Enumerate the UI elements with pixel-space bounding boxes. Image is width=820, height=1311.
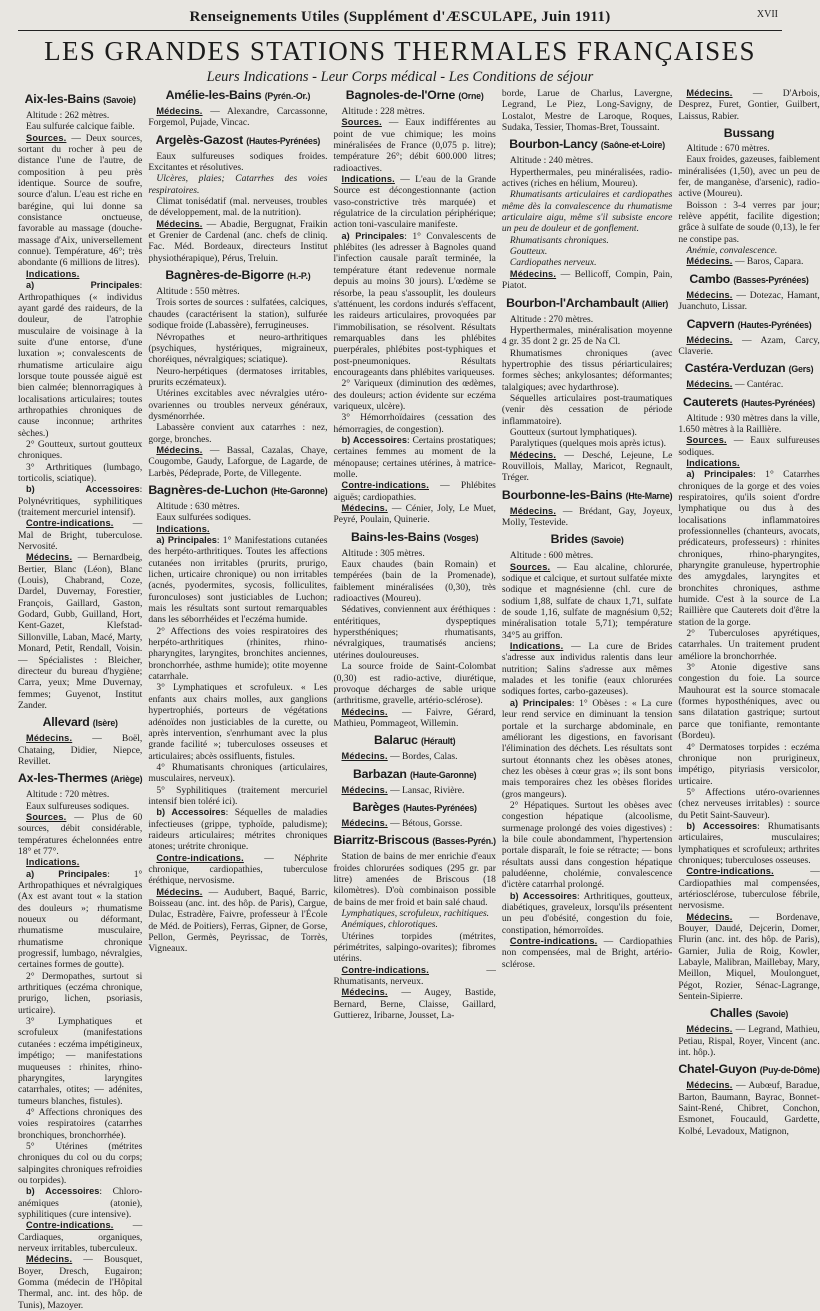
paragraph: — Bousquet, Boyer, Dresch, Eugairon; Gomma (médecin de l'Hôpital Thermal, anc. int. des hôp. de Tunis), Mazoyer. [18,1254,143,1311]
station-name: Argelès-Gazost [155,132,244,147]
section-label: Médecins. [686,88,733,98]
station-name: Bussang [723,126,775,141]
paragraph: Altitude : 720 mètres. [26,789,110,801]
paragraph: 3° Lymphatiques et scrofuleux. « Les enfants aux chairs molles, aux ganglions hypertrophiés, porteurs de végétations adénoïdes non justiciables de la curette, ou après intervention, s'enrhumant avec la plus grande facilité »; tuberculoses osseuses et articulaires; abcès ossifluents, fistules. [148,682,328,762]
paragraph: Anémie, convalescence. [686,245,778,257]
station-name: Cambo [689,271,731,286]
running-header [18,4,782,31]
station-department: (Puy-de-Dôme) [759,1065,820,1076]
page-title: LES GRANDES STATIONS THERMALES FRANÇAISES [44,36,756,66]
station-department: (Haute-Garonne) [409,769,477,780]
paragraph: — Mal de Bright, tuberculose. Nervosité. [18,518,143,553]
station-name: Brides [550,532,588,547]
station-argeles-gazost [148,133,327,264]
station-department: (Hte-Marne) [625,490,673,501]
subsection-label: b) Accessoires [26,1186,100,1197]
paragraph: Eau sulfurée calcique faible. [26,121,135,133]
paragraph: — Boël, Chataing, Didier, Niepce, Revillet. [18,733,143,767]
paragraph: : Arthritiques, goutteux, diabétiques, graveleux, lorsqu'ils présentent un peu d'obésité, congestion du foie, constipation, hémorroïdes. [501,890,673,936]
paragraph: Hyperthermales, peu minéralisées, radio-actives (riches en hélium, Moureu). [501,166,673,190]
section-label: Médecins. [686,1024,733,1035]
subsection-label: a) Principales [26,280,140,291]
station-name: Bains-les-Bains [350,529,441,544]
station-aix-les-bains [18,92,142,711]
station-challes [678,1006,819,1058]
paragraph: : 1° Arthropathiques et névralgiques (Ax est avant tout « la station des douleurs »; rhumatisme noueux ou déformant, rhumatisme musculaire, rhumatisme chronique progressif, lumbago, névralgies, certaines formes de goutte). [18,868,143,971]
section-label: Indications. [26,268,80,279]
subsection-label: b) Accessoires [341,434,407,445]
station-department: (Basses-Pyrénées) [733,274,809,285]
station-department: (Savoie) [590,535,624,546]
page-subtitle: Leurs Indications - Leur Corps médical - Les Conditions de séjour [206,69,594,85]
section-label: Médecins. [509,268,557,279]
section-label: Médecins. [686,1080,733,1091]
station-chatel-guyon [678,1062,819,1137]
paragraph: — Aubœuf, Baradue, Barton, Baumann, Bayrac, Bonnet-Saint-René, Chibret, Conchon, Esmonet, Foucauld, Gardette, Kolbé, Levadoux, Matignon, [678,1080,820,1137]
section-label: Médecins. [156,218,203,229]
paragraph: Rhumatisants chroniques. [509,234,609,246]
paragraph: 5° Affections utéro-ovariennes (chez nerveuses irritables) : source du Petit Saint-Sauveur). [678,786,820,821]
paragraph: — Bordenave, Bouyer, Daudé, Dejcerin, Domer, Flurin (anc. int. des hôp. de Paris), Garnier, Julia de Roig, Kowler, Labayle, Malibran, Maillebay, Mary, Meillon, Miquel, Moulonguet, Pégot, Rozier, Sénac-Lagrange, Sentein-Sipierre. [678,911,820,1003]
paragraph: Altitude : 550 mètres. [156,286,240,298]
paragraph: Paralytiques (quelques mois après ictus). [509,438,667,450]
paragraph: Ulcères, plaies; Catarrhes des voies respiratoires. [148,173,328,196]
paragraph: Altitude : 600 mètres. [509,550,594,562]
section-label: Sources. [509,561,551,572]
paragraph: Trois sortes de sources : sulfatées, calciques, chaudes (caractérisent la station), sulfurée sodique froide (Labassère), ferrugineuses. [148,297,328,332]
running-title: Renseignements Utiles (Supplément d'ÆSCULAPE, Juin 1911) [189,8,611,25]
station-name: Bagnères-de-Bigorre [165,268,284,283]
article-columns [18,88,820,1311]
section-label: Médecins. [156,886,203,897]
column-4 [502,88,672,1013]
paragraph: : Certains prostatiques; certaines femmes au moment de la ménopause; certaines utérines, à matrice-molle. [333,434,496,480]
station-name: Bourbonne-les-Bains [501,487,623,502]
paragraph: — Brédant, Gay, Joyeux, Molly, Testevide. [501,505,673,528]
subsection-label: a) Principales [686,469,754,480]
subsection-label: a) Principales [341,230,405,241]
section-label: Médecins. [341,817,388,828]
paragraph: Hyperthermales, minéralisation moyenne 4 gr. 35 dont 2 gr. 25 de Na Cl. [501,324,673,348]
section-label: Contre-indications. [341,964,429,975]
paragraph: — Bellicoff, Compin, Pain, Piatot. [501,268,673,292]
station-name: Bourbon-Lancy [509,137,598,152]
paragraph: Rhumatismes chroniques (avec hypertrophie des tissus périarticulaires; formes sèches; ankylosantes; déformantes; talalgiques; avec hydarthrose). [501,347,673,393]
paragraph: 3° Arthritiques (lumbago, torticolis, sciatique). [18,461,143,484]
station-name: Capvern [686,316,735,331]
station-bagneres-de-luchon [148,483,327,955]
station-biarritz-briscous [333,833,495,1021]
paragraph: Eaux sulfureuses sodiques froides. Excitantes et résolutives. [148,150,328,174]
paragraph: — Bernardbeig, Bertier, Blanc (Léon), Blanc (Louis), Chabrand, Coze, Dardel, Duvernay, Forestier, François, Gaillard, Gaston, Godard, Gubb, Guilland, Hort, Kent-Gazet, Klefstad-Sillonville, Laban, Macé, Marty, Monard, Petit, Rendall, Voisin. — Spécialistes : Bleicher, directeur du bureau d'hygiène; Carra, yeux; Mme Duvernay, femmes; Guyenot, Institut Zander. [18,552,143,711]
paragraph: — Cardiopathies non compensées, mal de Bright, artério-sclérose. [501,936,673,970]
paragraph: Altitude : 305 mètres. [341,547,425,559]
section-label: Médecins. [686,911,733,922]
station-department: (Hautes-Pyrénées) [402,802,477,813]
subsection-label: a) Principales [509,697,572,708]
paragraph: : 1° Catarrhes chroniques de la gorge et des voies respiratoires, qu'ils soient d'ordre lymphatique ou dus à des localisations inflammatoires professionnelles (chanteurs, avocats, prédicateurs, professeurs) : rhinites chroniques, rhino-pharyngites, pharyngite granuleuse, hypertrophie des amygdales, laryngites et bronchites chroniques, asthme humide. C'est à la source de La Raillière que Cauterets doit d'être la station de la gorge. [678,469,820,628]
paragraph: — Néphrite chronique, cardiopathies, tuberculose éréthique, nervosisme. [148,852,328,887]
section-label: Médecins. [686,379,733,390]
station-department: (Savoie) [103,95,136,105]
paragraph: — D'Arbois, Desprez, Furet, Gontier, Guilbert, Laissus, Rabier. [678,88,820,122]
section-label: Médecins. [26,1254,73,1265]
station-balaruc [333,733,495,762]
paragraph: Boisson : 3-4 verres par jour; relève appétit, facilite digestion; grâce à sulfate de soude (0,13), le fer ne constipe pas. [678,199,820,245]
section-label: Médecins. [341,987,388,998]
station-bourbonne-les-bains [502,488,672,529]
section-label: Contre-indications. [341,480,429,491]
paragraph: 2° Dermopathes, surtout si arthritiques (eczéma chronique, prurigo, lichen, psoriasis, urticaire). [18,970,143,1016]
section-label: Médecins. [341,784,388,795]
station-department: (H.-P.) [287,271,311,282]
station-bagneres-de-bigorre [148,268,327,479]
paragraph: Altitude : 270 mètres. [509,313,594,325]
station-bains-les-bains [333,530,495,730]
paragraph: Rhumatisants articulaires et cardiopathes même dès la convalescence du rhumatisme articulaire aigu, même s'il subsiste encore un peu de douleur et de gonflement. [501,189,673,235]
station-cambo [678,272,819,313]
paragraph: Labassère convient aux catarrhes : nez, gorge, bronches. [148,422,328,445]
paragraph: 5° Syphilitiques (traitement mercuriel intensif bien toléré ici). [148,784,328,807]
subsection-label: a) Principales [26,868,108,879]
paragraph: — Eaux sulfureuses sodiques. [678,435,820,458]
subsection-label: b) Accessoires [686,820,758,831]
station-department: (Saône-et-Loire) [600,140,665,151]
paragraph: — Bassal, Cazalas, Chaye, Cougombe, Gaudy, Laforgue, de Lagarde, de Larbès, Pédeprade, Porte, de Villegente. [148,444,328,479]
station-allevard [18,715,142,767]
column-1 [18,88,143,1311]
paragraph: : 1° Convalescents de phlébites (les adresser à Bagnoles quand l'infection causale paraît terminée, la température étant redevenue normale depuis au moins 30 jours). L'œdème se résorbe, la peau s'assouplit, les douleurs s'atténuent, les cordons indurés s'effacent, les raideurs articulaires, provoquées par l'immobilisation, se résolvent. Résultats remarquables dans les phlébites puerpérales, phlébites post-typhiques et post-pneumoniques. Résultats encourageants dans phlébites variqueuses. [333,230,496,378]
paragraph: Neuro-herpétiques (dermatoses irritables, prurits eczémateux). [148,365,328,388]
station-bourbon-l-archambault [502,296,672,484]
paragraph: : 1° Manifestations cutanées des herpéto-arthritiques. Toutes les affections cutanées non irritables (prurits, prurigo, lichen, urticaire chronique) ou non irritables (acnés, pyodermites, sycosis, folliculites, furonculoses) sont justiciables de Luchon; mais les résultats sont surtout remarquables dans les séborrhéides et l'eczéma humide. [148,535,328,626]
paragraph: — Eaux indifférentes au point de vue chimique; les moins minéralisées de France (0,075 p. litre); température 26°; débit 600.000 litres; radioactives. [333,117,496,174]
paragraph: — Plus de 60 sources, débit considérable, températures échelonnées entre 18° et 77°. [18,811,143,857]
paragraph: : Rhumatisants articulaires, musculaires; lymphatiques et scrofuleux; arthrites chroniques; tuberculoses osseuses. [678,820,820,866]
station-name: Biarritz-Briscous [333,833,430,848]
section-label: Indications. [686,457,740,468]
station-castera-verduzan [678,361,819,390]
station-name: Balaruc [374,733,418,748]
section-label: Sources. [686,435,727,446]
station-department: (Isère) [92,718,118,729]
station-department: (Orne) [458,91,484,101]
paragraph: : Polynévritiques, syphilitiques (traitement mercuriel intensif). [18,484,143,519]
station-bagnoles-de-l-orne [333,88,495,526]
paragraph: — Alexandre, Carcassonne, Forgemol, Pujade, Vincac. [148,106,328,129]
section-label: Contre-indications. [156,852,244,863]
paragraph: Séquelles articulaires post-traumatiques (venir dès cessation de période inflammatoire). [501,392,673,427]
column-5 [678,88,820,1137]
station-bareges [333,800,495,829]
paragraph: — Rhumatisants, nerveux. [333,964,496,988]
paragraph: — Audubert, Baqué, Barric, Boisseau (anc. int. des hôp. de Paris), Cargue, Dulac, Estradère, Faivre, professeur à l'École de Méd. de Poitiers), Ferras, Gipner, de Gorse, Pellon, Germès, Peyrissac, de Torrès, Vigneaux. [148,886,328,955]
station-capvern [678,317,819,358]
paragraph: Lymphatiques, scrofuleux, rachitiques. [341,907,490,919]
station-name: Bourbon-l'Archambault [506,295,639,310]
section-label: Médecins. [26,733,73,744]
paragraph: Altitude : 240 mètres. [509,155,594,167]
paragraph: 2° Tuberculoses apyrétiques, catarrhales. Un traitement prudent améliore la bronchorrhée. [678,628,820,662]
station-name: Aix-les-Bains [24,92,100,106]
station-ax-les-thermes [18,771,142,1311]
paragraph: Utérines torpides (métrites, périmétrites, salpingo-ovarites); fibromes utérins. [333,930,496,965]
station-department: (Hérault) [420,736,456,747]
station-name: Chatel-Guyon [678,1062,757,1077]
paragraph: Altitude : 262 mètres. [26,110,110,121]
section-label: Contre-indications. [26,518,114,529]
section-label: Contre-indications. [686,866,774,877]
paragraph: — Eau alcaline, chlorurée, sodique et calcique, et surtout sulfatée mixte sodique et magnésienne (chl. cure de sodium 1,88, sulfate de chaux 1,71, sulfate de soude 1,16, sulfate de magnésium 0,52; minéralisation totale 5,71); température 34°5 au griffon. [501,561,673,641]
paragraph: Névropathes et neuro-arthritiques (psychiques, hystériques, migraineux, choréiques, névralgiques; sciatique). [148,331,328,366]
subsection-label: a) Principales [156,535,217,545]
paragraph: 3° Lymphatiques et scrofuleux (manifestations cutanées : eczéma impétigineux, impétigo; — manifestations muqueuses : rhinites, rhino-pharyngites, laryngites catarrhales, otites; — adénites, tumeurs blanches, fistules). [18,1016,143,1107]
section-label: Médecins. [686,334,733,345]
station-name: Castéra-Verduzan [684,361,786,376]
paragraph: 3° Atonie digestive sans congestion du foie. La source Mauhourat est la source stomacale (formes hyposthéniques, avec ou sans dilatation gastrique; surtout parce que tonifiante, remontante (Bordeu). [678,662,820,742]
section-label: Contre-indications. [26,1220,114,1231]
section-label: Médecins. [341,706,388,717]
subsection-label: b) Accessoires [156,807,226,818]
paragraph: Eaux sulfurées sodiques. [156,512,251,524]
station-department: (Gers) [788,364,814,375]
section-label: Médecins. [26,552,73,563]
station-bussang [678,126,819,268]
paragraph: 2° Variqueux (diminution des œdèmes, des douleurs; action évidente sur eczéma variqueux, ulcère). [333,378,496,412]
paragraph: — Dotezac, Hamant, Juanchuto, Lissar. [678,289,820,313]
section-label: Médecins. [509,505,557,516]
paragraph: Eaux froides, gazeuses, faiblement minéralisées (1,50), avec un peu de fer, de manganèse, d'arsenic), radio-active (Moureu). [678,154,820,200]
paragraph: Goutteux. [509,246,548,258]
station-name: Barbazan [352,766,407,781]
station-name: Cauterets [683,394,738,409]
section-label: Contre-indications. [509,936,598,947]
section-label: Sources. [26,811,67,822]
section-label: Indications. [26,857,80,868]
station-department: (Ariège) [110,774,143,785]
station-bourbon-lancy [502,137,672,291]
section-label: Sources. [26,132,67,143]
station-department: (Hautes-Pyrénées) [246,135,321,146]
column-2 [148,88,327,1013]
paragraph: Station de bains de mer enrichie d'eaux froides chlorurées sodiques (295 gr. par litre) amenées de Briscous (18 kilomètres). D'où combinaison possible de bains de mer froid et bain salé chaud. [333,851,496,908]
paragraph: : Arthropathiques (« individus ayant gardé des raideurs, de la douleur, de l'atrophie musculaire de voisinage à la suite d'une entorse, d'une luxation »; convalescents de rhumatisme articulaire aigu lorsque toute poussée aiguë est bien calmée; blennorragiques à localisations articulaires; toutes arthropathies chroniques de cause inconnue; arthrites sèches.) [18,280,143,439]
paragraph: : 1° Obèses : « La cure leur rend service en diminuant la tension portale et la surcharge abdominale, en améliorant les digestions, en favorisant l'élimination des déchets. Les résultats sont surtout étonnants chez les obèses atones, chez les obèses à cœur gras »; ils sont bons mais temporaires chez les obèses florides (gros mangeurs). [501,697,673,800]
paragraph: Eaux chaudes (bain Romain) et tempérées (bain de la Promenade), faiblement minéralisées (0,30), très radioactives (Moureu). [333,559,496,605]
station-name: Challes [709,1006,753,1021]
station-barbazan [333,767,495,796]
section-label: Médecins. [341,503,388,514]
station-amelie-les-bains [148,88,327,129]
station-brides [502,532,672,970]
paragraph: — Baros, Capara. [734,256,804,268]
paragraph: Eaux sulfureuses sodiques. [26,800,130,812]
paragraph: — Faivre, Gérard, Mathieu, Pommageot, Willemin. [333,706,496,729]
section-label: Médecins. [686,256,733,267]
paragraph: — Cardiopathies mal compensées, artériosclérose, tuberculose fébrile, nervosisme. [678,866,820,912]
section-label: Indications. [341,174,395,185]
station-name: Allevard [42,715,90,730]
section-label: Sources. [341,117,382,128]
paragraph: — Legrand, Mathieu, Petiau, Rispal, Royer, Vincent (anc. int. hôp.). [678,1024,820,1059]
paragraph: Altitude : 930 mètres dans la ville, 1.650 mètres à la Raillière. [678,412,820,435]
station-department: (Allier) [641,298,669,309]
paragraph: Cardiopathes nerveux. [509,257,597,269]
station-department: (Vosges) [443,532,479,543]
paragraph: — Cénier, Joly, Le Muet, Peyré, Poulain, Quinerie. [333,503,496,526]
station-name: Bagnoles-de-l'Orne [345,88,456,102]
paragraph: — Deux sources, sortant du rocher à peu de distance l'une de l'autre, de composition à peu près identique. Source de soufre, source d'alun. L'eau est riche en barégine, qui lui donne sa consistance onctueuse, favorable au massage (douche-massage d'Aix, universellement connue). Température, 46°; très abondante (6 millions de litres). [18,132,143,269]
section-label: Médecins. [509,449,557,460]
paragraph: Utérines excitables avec névralgies utéro-ovariennes ou troubles nerveux généraux, dysménorrhée. [148,388,328,422]
section-label: Indications. [156,523,210,534]
paragraph: : Séquelles de maladies infectieuses (grippe, typhoïde, paludisme); raideurs articulaires; métrites chroniques atones; urétrite chronique. [148,807,328,853]
subsection-label: b) Accessoires [26,484,140,495]
station-department: (Hautes-Pyrénées) [741,397,816,408]
station-department: (Hautes-Pyrénées) [737,319,812,330]
paragraph: 4° Rhumatisants chroniques (articulaires, musculaires, nerveux). [148,761,328,785]
station-cauterets [678,395,819,1003]
paragraph: — L'eau de la Grande Source est décongestionnante (action vaso-constrictive très marquée) et régulatrice de la circulation périphérique; action toni-vasculaire manifeste. [333,174,496,231]
paragraph: 2° Hépatiques. Surtout les obèses avec congestion hépatique (alcoolisme, surmenage prolongé des voies digestives) : la bile coule abondamment, l'hypertension portale disparaît, le foie se rétracte; — bons résultats aussi dans congestion hépatique paludéenne, cholémie, convalescence d'ictère catarrhal prolongé. [501,799,673,891]
paragraph: — La cure de Brides s'adresse aux individus ralentis dans leur nutrition; Salins s'adresse aux mêmes malades et les tonifie (eaux chlorurées sodiques fortes, carbo-gazeuses). [501,641,673,698]
station-name: Bagnères-de-Luchon [148,482,268,497]
paragraph: — Cardiaques, organiques, nerveux irritables, tuberculeux. [18,1220,143,1254]
station-name: Ax-les-Thermes [18,771,108,786]
station-department: (Pyrén.-Or.) [264,91,311,101]
paragraph: — Phlébites aiguës; cardiopathies. [333,480,496,503]
paragraph: Altitude : 228 mètres. [341,106,425,117]
paragraph: — Augey, Bastide, Bernard, Berne, Claisse, Gaillard, Guttierez, Iribarne, Jousset, La- [333,987,496,1022]
section-label: Indications. [509,641,564,652]
section-label: Médecins. [341,751,388,762]
paragraph: Sédatives, conviennent aux éréthiques : entéritiques, dyspeptiques hypersthéniques; rhumatisants, névralgiques, traumatisés anciens; utérines douloureuses. [333,604,496,661]
paragraph: Altitude : 670 mètres. [686,143,770,155]
paragraph: Altitude : 630 mètres. [156,500,240,512]
paragraph: 4° Dermatoses torpides : eczéma chronique non prurigineux, impétigo, pityriasis versicolor, urticaire. [678,741,820,787]
paragraph: Anémiques, chlorotiques. [341,919,438,931]
paragraph: — Abadie, Bergugnat, Fraikin et Grenier de Cardenal (anc. chefs de cliniq. Fac. Méd. Bordeaux, directeurs Institut physiothérapique), Pérus, Treluin. [148,218,328,264]
paragraph: — Cantérac. [734,379,784,391]
station-department: (Savoie) [755,1009,789,1020]
paragraph: — Bétous, Gorsse. [390,817,463,829]
section-label: Médecins. [156,106,203,116]
paragraph: — Azam, Carcy, Claverie. [678,334,820,357]
continued-text: borde, Larue de Charlus, Lavergne, Legrand, Le Piez, Long-Savigny, de Lostalot, Mestre de Laroque, Roques, Sudaka, Tessier, Thomas-Bret, Toussaint. [501,88,673,134]
paragraph: — Bordes, Calas. [390,751,458,763]
paragraph: 4° Affections chroniques des voies respiratoires (catarrhes bronchiques, bronchorrhée). [18,1106,143,1141]
paragraph: — Lansac, Rivière. [390,784,465,796]
station-name: Amélie-les-Bains [165,88,262,102]
paragraph: Goutteux (surtout lymphatiques). [509,426,637,438]
station-department: (Basses-Pyrén.) [432,836,496,847]
paragraph: Climat tonisédatif (mal. nerveuses, troubles de développement, mal. de la nutrition). [148,196,328,219]
paragraph: 5° Utérines (métrites chroniques du col ou du corps; salpingites chroniques refroidies ou torpides). [18,1140,143,1186]
page-number: XVII [756,9,778,20]
paragraph: : Chloro-anémiques (atonie), syphilitiques (cure intensive). [18,1186,143,1220]
subsection-label: b) Accessoires [509,890,577,901]
paragraph: — Desché, Lejeune, Le Rouvillois, Mallay, Maricot, Regnault, Tréger. [501,449,673,484]
station-name: Barèges [352,799,400,814]
column-3 [333,88,496,1022]
station-department: (Hte-Garonne) [270,485,328,496]
section-label: Médecins. [156,444,203,455]
section-label: Médecins. [686,289,733,300]
paragraph: La source froide de Saint-Colombat (0,30) est radio-active, diurétique, provoque décharges de sable urique (arthritisme, gravelle, artério-sclérose). [333,661,496,707]
paragraph: 2° Affections des voies respiratoires des herpéto-arthritiques (rhinites, rhino-pharyngites, laryngites, bronchites anciennes, bronchorrhée, asthme humide); otite moyenne catarrhale. [148,625,328,683]
paragraph: 2° Goutteux, surtout goutteux chroniques. [18,438,143,462]
paragraph: 3° Hémorrhoïdaires (cessation des hémorragies, de congestion). [333,412,496,435]
